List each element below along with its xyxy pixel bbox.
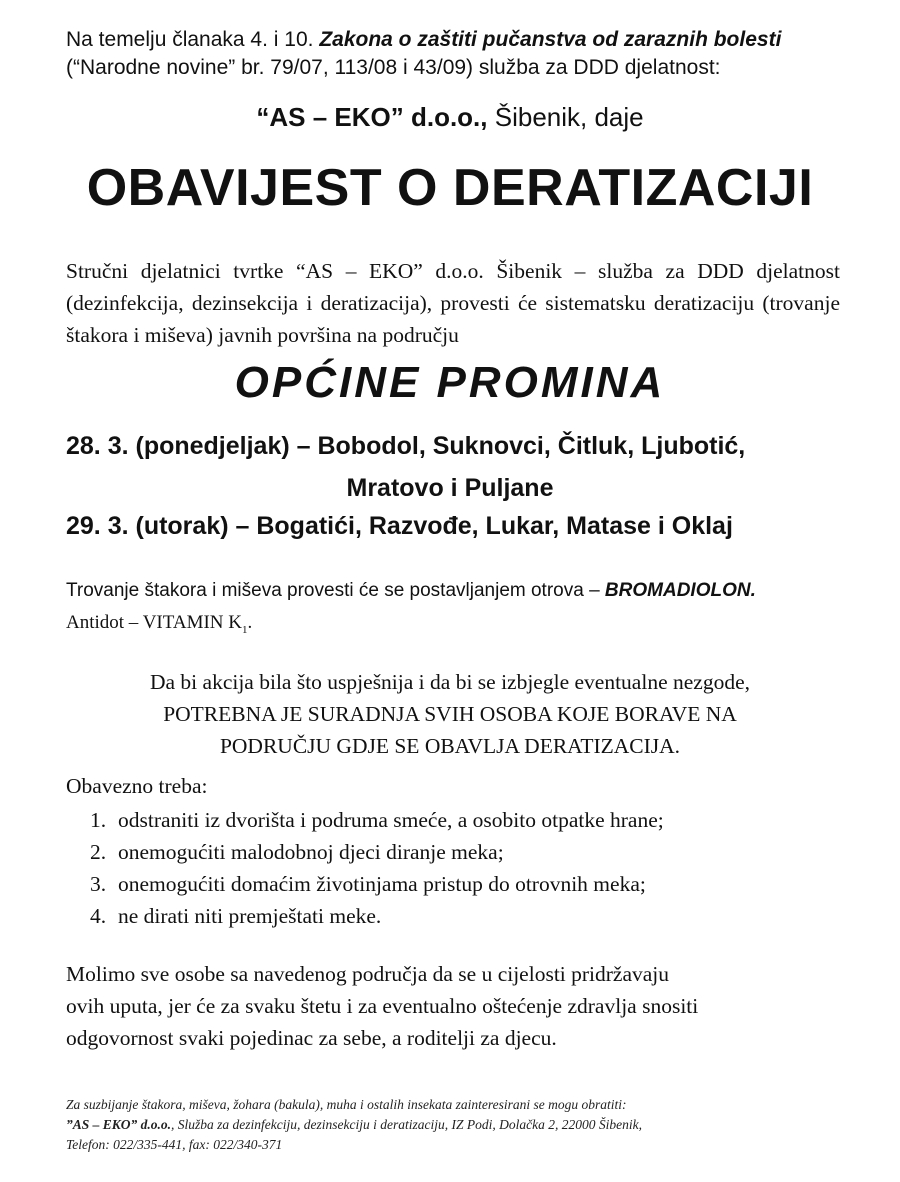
municipality-name: OPĆINE PROMINA — [234, 358, 666, 407]
schedule-day-1-continued: Mratovo i Puljane — [346, 474, 554, 502]
list-item-text: odstraniti iz dvorišta i podruma smeće, a osobito otpatke hrane; — [118, 808, 664, 832]
antidote-subscript: 1 — [241, 623, 248, 636]
footer-line: Za suzbijanje štakora, miševa, žohara (bakula), muha i ostalih insekata zainteresirani se mogu obratiti: — [66, 1097, 627, 1112]
antidote-suffix: . — [247, 612, 253, 633]
footer-line — [66, 1115, 642, 1135]
law-name: Zakona o zaštiti pučanstva od zaraznih bolesti — [319, 28, 782, 51]
cooperation-appeal — [0, 666, 900, 762]
list-item-number: 1. — [90, 808, 107, 832]
list-item-text: onemogućiti domaćim životinjama pristup do otrovnih meka; — [118, 872, 646, 896]
obligations-heading: Obavezno treba: — [66, 774, 208, 798]
appeal-line: PODRUČJU GDJE SE OBAVLJA DERATIZACIJA. — [219, 734, 681, 758]
legal-basis-gazette: (“Narodne novine” br. 79/07, 113/08 i 43/09) služba za DDD djelatnost: — [66, 56, 721, 79]
list-item-text: onemogućiti malodobnoj djeci diranje meka; — [118, 840, 504, 864]
closing-line: odgovornost svaki pojedinac za sebe, a roditelji za djecu. — [66, 1026, 557, 1050]
closing-paragraph — [66, 958, 698, 1054]
footer-company: ”AS – EKO” d.o.o. — [66, 1117, 172, 1132]
issuer-location: Šibenik, daje — [487, 102, 644, 132]
schedule-day-1: 28. 3. (ponedjeljak) – Bobodol, Suknovci, Čitluk, Ljubotić, — [66, 432, 746, 460]
legal-basis-line — [66, 28, 781, 52]
list-item-text: ne dirati niti premještati meke. — [118, 904, 382, 928]
list-item — [90, 900, 664, 932]
list-item — [90, 868, 664, 900]
closing-line: ovih uputa, jer će za svaku štetu i za eventualno oštećenje zdravlja snositi — [66, 994, 699, 1018]
list-item-number: 2. — [90, 840, 107, 864]
issuer-company: “AS – EKO” d.o.o., — [256, 102, 488, 132]
list-item-number: 4. — [90, 904, 107, 928]
poison-name: BROMADIOLON. — [604, 580, 756, 601]
intro-paragraph: Stručni djelatnici tvrtke “AS – EKO” d.o.o. Šibenik – služba za DDD djelatnost (dezinfekcija, dezinsekcija i deratizacija), provesti će sistematsku deratizaciju (trovanje štakora i miševa) javnih površina na području — [66, 259, 840, 347]
antidote-line — [66, 612, 252, 636]
contact-footer — [66, 1095, 642, 1155]
list-item-number: 3. — [90, 872, 107, 896]
appeal-line: POTREBNA JE SURADNJA SVIH OSOBA KOJE BORAVE NA — [163, 702, 737, 726]
footer-phone: Telefon: 022/335-441, fax: 022/340-371 — [66, 1137, 283, 1152]
issuer-line — [0, 102, 900, 133]
obligations-list — [90, 804, 664, 932]
antidote-text: Antidot – VITAMIN K — [66, 612, 242, 633]
footer-address: , Služba za dezinfekciju, dezinsekciju i deratizaciju, IZ Podi, Dolačka 2, 22000 Šibenik, — [171, 1117, 642, 1132]
legal-basis-prefix: Na temelju članaka 4. i 10. — [66, 28, 320, 51]
poison-text: Trovanje štakora i miševa provesti će se postavljanjem otrova – — [66, 580, 605, 601]
schedule-day-2: 29. 3. (utorak) – Bogatići, Razvođe, Lukar, Matase i Oklaj — [66, 512, 733, 540]
closing-line: Molimo sve osobe sa navedenog područja da se u cijelosti pridržavaju — [66, 962, 670, 986]
list-item — [90, 836, 664, 868]
poison-line — [66, 580, 756, 602]
appeal-line: Da bi akcija bila što uspješnija i da bi se izbjegle eventualne nezgode, — [149, 670, 750, 694]
list-item — [90, 804, 664, 836]
notice-title: OBAVIJEST O DERATIZACIJI — [86, 159, 814, 217]
